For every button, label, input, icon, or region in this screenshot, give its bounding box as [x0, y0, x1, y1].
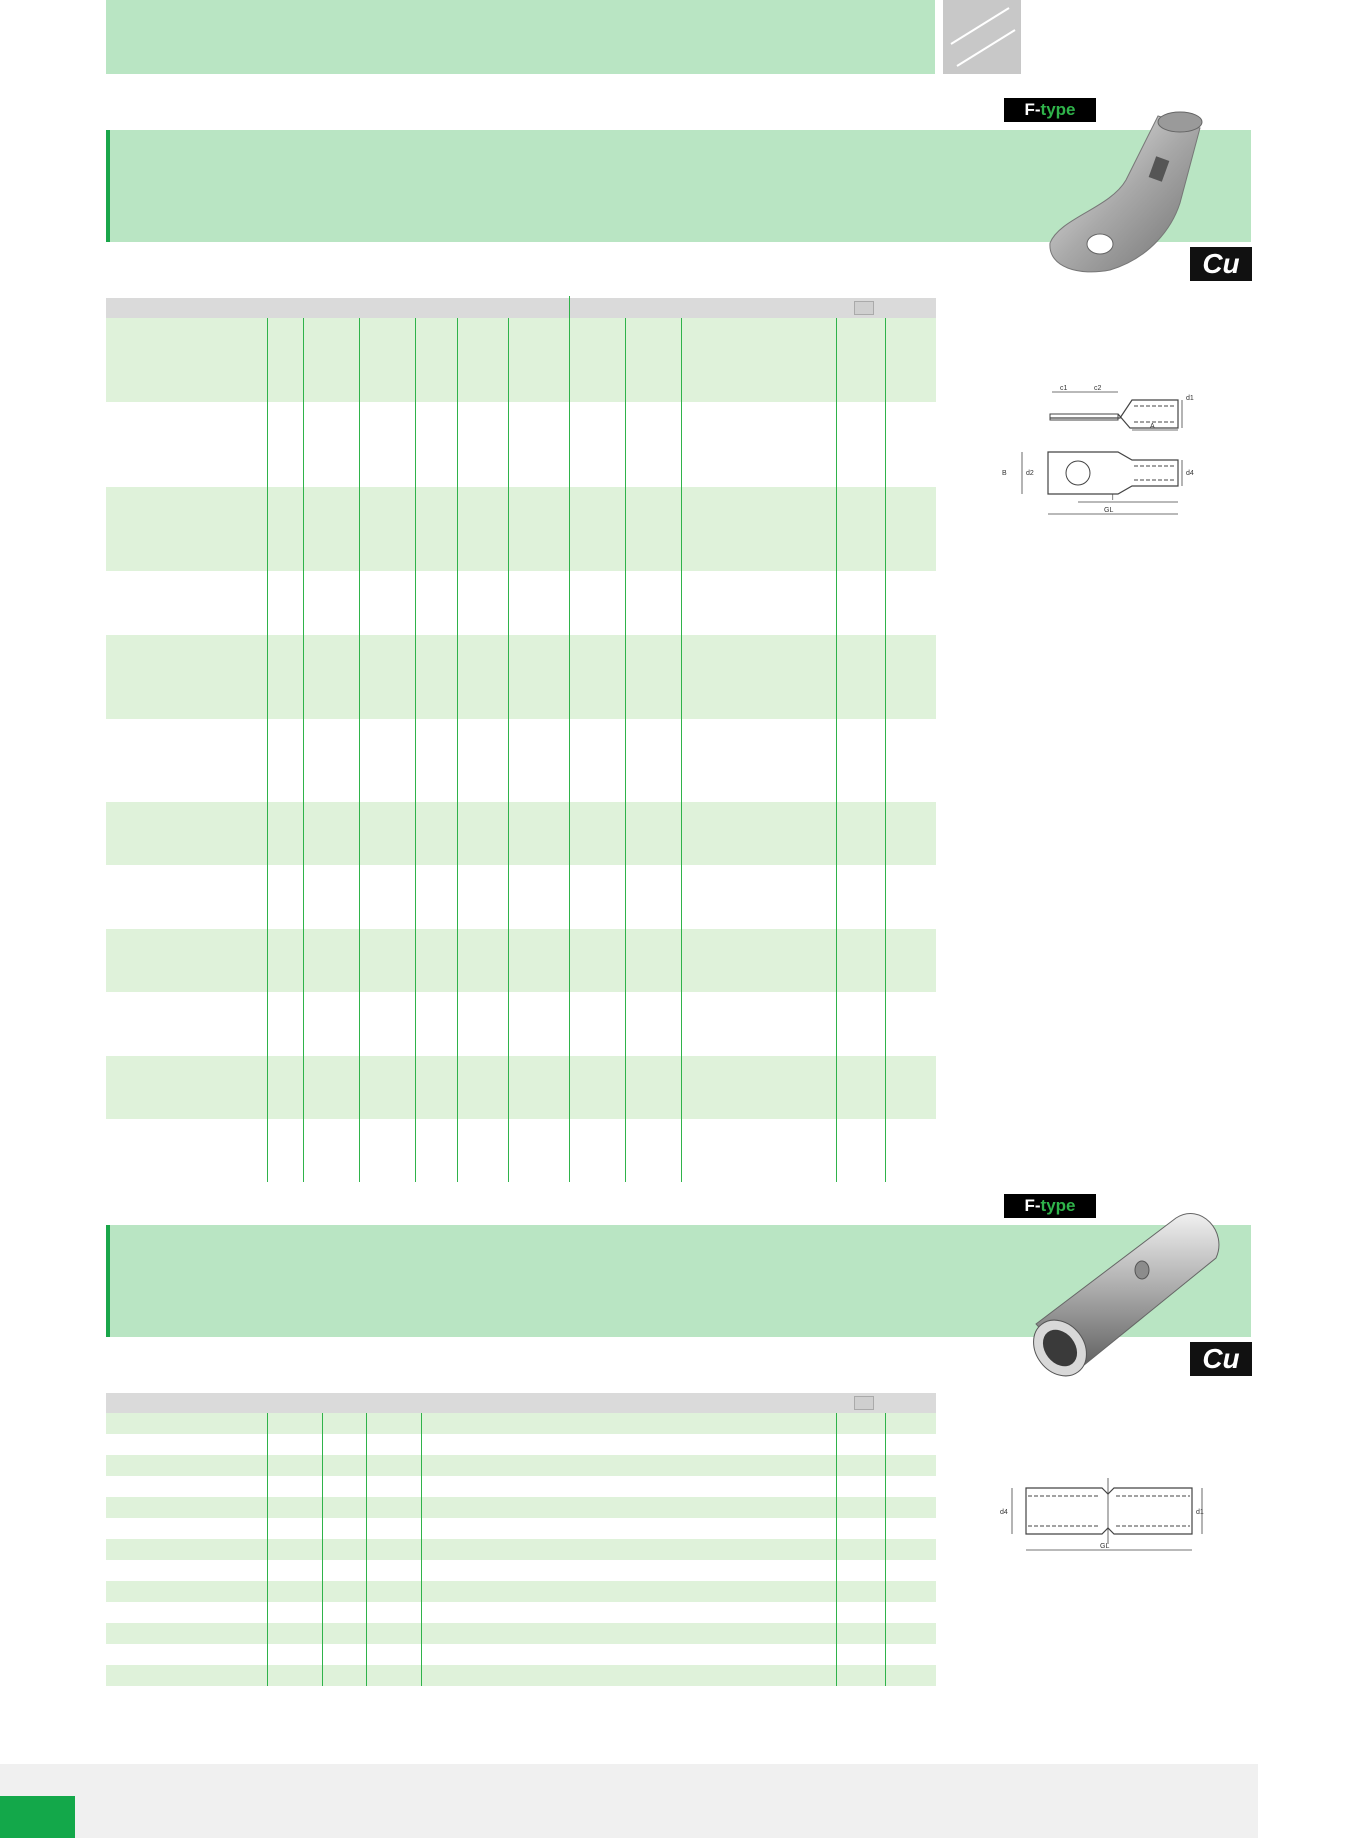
package-icon — [854, 1396, 874, 1410]
page-footer — [0, 1764, 1258, 1838]
column-divider — [569, 318, 570, 1182]
table-row — [106, 1056, 936, 1119]
table-row — [106, 1665, 936, 1686]
page-header-band — [106, 0, 935, 74]
table-header-lugs — [106, 298, 936, 318]
column-divider — [303, 318, 304, 1182]
table-row — [106, 802, 936, 865]
table-row — [106, 1623, 936, 1644]
table-row — [106, 1413, 936, 1434]
column-divider — [625, 318, 626, 1182]
column-divider — [885, 1413, 886, 1686]
connector-dimension-drawing — [996, 1470, 1216, 1570]
slash-logo-icon — [943, 0, 1021, 74]
column-divider — [421, 1413, 422, 1686]
table-row — [106, 318, 936, 402]
badge-letter: F — [1024, 100, 1035, 119]
column-divider — [885, 318, 886, 1182]
column-divider — [457, 318, 458, 1182]
column-divider — [366, 1413, 367, 1686]
column-divider — [681, 318, 682, 1182]
badge-word: type — [1040, 1196, 1076, 1215]
dim-label-d2: d2 — [1026, 470, 1034, 477]
dim-label-l: l — [1112, 495, 1114, 502]
brand-logo-tile — [943, 0, 1021, 74]
dim-label-gl: GL — [1100, 1543, 1110, 1550]
table-row — [106, 1455, 936, 1476]
dim-label-b: B — [1002, 470, 1007, 477]
copper-label: Cu — [1190, 1342, 1252, 1376]
badge-letter: F — [1024, 1196, 1035, 1215]
dim-label-gl: GL — [1104, 507, 1114, 514]
lug-dimension-drawing — [1000, 378, 1220, 528]
table-row — [106, 1581, 936, 1602]
column-divider — [267, 1413, 268, 1686]
column-divider — [322, 1413, 323, 1686]
table-header-connectors — [106, 1393, 936, 1413]
table-header-divider — [569, 296, 570, 320]
dim-label-d4: d4 — [1000, 1509, 1008, 1516]
dim-label-a: A — [1150, 423, 1155, 430]
dim-label-d1-top: d1 — [1186, 395, 1194, 402]
table-row — [106, 929, 936, 992]
column-divider — [359, 318, 360, 1182]
table-row — [106, 487, 936, 571]
column-divider — [836, 1413, 837, 1686]
copper-label: Cu — [1190, 247, 1252, 281]
badge-separator: - — [1034, 1196, 1041, 1215]
column-divider — [415, 318, 416, 1182]
column-divider — [267, 318, 268, 1182]
table-row — [106, 1539, 936, 1560]
badge-word: type — [1040, 100, 1076, 119]
dim-label-c1: c1 — [1060, 385, 1068, 392]
table-row — [106, 635, 936, 719]
column-divider — [508, 318, 509, 1182]
dim-label-d4: d4 — [1186, 470, 1194, 477]
table-row — [106, 1497, 936, 1518]
badge-separator: - — [1034, 100, 1041, 119]
dim-label-d1: d1 — [1196, 1509, 1204, 1516]
column-divider — [836, 318, 837, 1182]
dim-label-c2: c2 — [1094, 385, 1102, 392]
package-icon — [854, 301, 874, 315]
page-tab-marker — [0, 1796, 75, 1838]
